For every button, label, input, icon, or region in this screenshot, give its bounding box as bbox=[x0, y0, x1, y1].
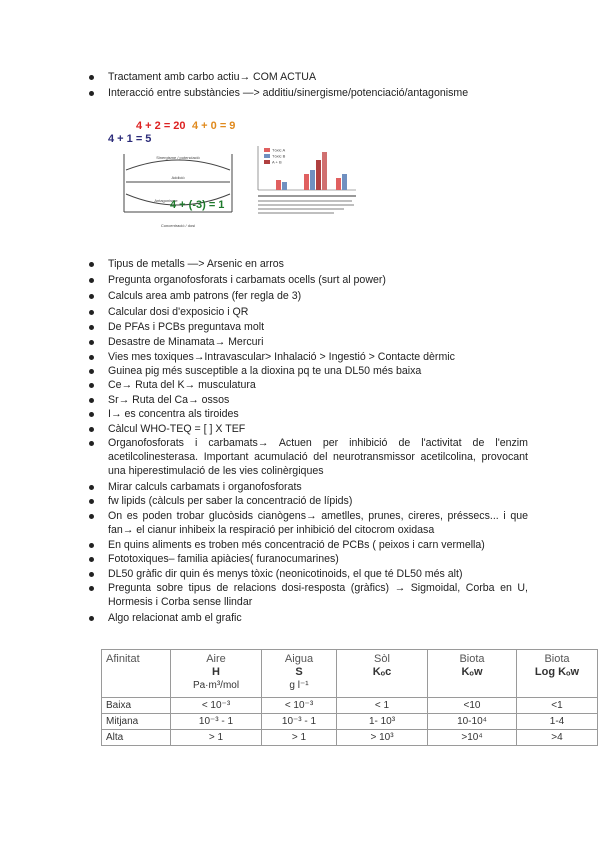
curve-label: Antagonisme bbox=[154, 198, 178, 203]
header-cell: Aire H Pa·m³/mol bbox=[171, 650, 262, 698]
table-cell: < 1 bbox=[337, 698, 428, 714]
bullet-dot bbox=[89, 543, 94, 548]
header-cell: Afinitat bbox=[102, 650, 171, 698]
equation-label: 4 + 0 = 9 bbox=[192, 120, 236, 132]
table-header-row bbox=[102, 650, 598, 698]
table-cell: >10⁴ bbox=[428, 730, 517, 746]
bullet-dot bbox=[89, 75, 94, 80]
bar bbox=[282, 182, 287, 190]
bullet-dot bbox=[89, 427, 94, 432]
affinity-table bbox=[101, 649, 598, 746]
bullet-dot bbox=[89, 441, 94, 446]
table-cell: < 10⁻³ bbox=[262, 698, 337, 714]
bullet-dot bbox=[89, 586, 94, 591]
note-line: Tipus de metalls —> Arsenic en arros bbox=[108, 258, 284, 270]
table-cell: 10⁻³ - 1 bbox=[262, 714, 337, 730]
bar bbox=[342, 174, 347, 190]
header-cell: Biota Log Kₒw bbox=[517, 650, 598, 698]
note-line: Calcular dosi d'exposicio i QR bbox=[108, 306, 249, 318]
note-line: Calculs area amb patrons (fer regla de 3) bbox=[108, 290, 302, 302]
table-cell: Baixa bbox=[102, 698, 171, 714]
table-cell: 1-4 bbox=[517, 714, 598, 730]
note-line: Tractament amb carbo actiu→ COM ACTUA bbox=[108, 71, 317, 83]
note-line: Organofosforats i carbamats→ Actuen per inhibició de l'activitat de l'enzim acetilcolinesterasa. Important acumulació del neurotransmissor acetilcolina, provocant una hiperestimulació de les vies colinèrgiques bbox=[108, 437, 528, 477]
bar bbox=[322, 152, 327, 190]
bullet-dot bbox=[89, 557, 94, 562]
curve-label: Addició bbox=[171, 175, 185, 180]
note-line: On es poden trobar glucòsids cianògens→ ametlles, prunes, cireres, préssecs... i que fan→ el cianur inhibeix la respiració per inhibició del citocrom oxidasa bbox=[108, 510, 528, 536]
bullet-dot bbox=[89, 325, 94, 330]
bullet-dot bbox=[89, 355, 94, 360]
bullet-dot bbox=[89, 514, 94, 519]
header-cell: Aigua S g l⁻¹ bbox=[262, 650, 337, 698]
table-cell: 10-10⁴ bbox=[428, 714, 517, 730]
curve-label: Sinergisme / potenciació bbox=[156, 155, 200, 160]
left-chart bbox=[108, 120, 235, 228]
table-cell: > 1 bbox=[262, 730, 337, 746]
note-line: Fototoxiques– familia apiàcies( furanocumarines) bbox=[108, 553, 339, 565]
table-cell: > 1 bbox=[171, 730, 262, 746]
note-line: Vies mes toxiques→Intravascular> Inhalació > Ingestió > Contacte dèrmic bbox=[108, 351, 455, 363]
bullet-dot bbox=[89, 262, 94, 267]
bullet-dot bbox=[89, 383, 94, 388]
bullet-dot bbox=[89, 499, 94, 504]
bar bbox=[276, 180, 281, 190]
bullet-dot bbox=[89, 412, 94, 417]
note-line: I→ es concentra als tiroides bbox=[108, 408, 239, 420]
note-line: Mirar calculs carbamats i organofosforats bbox=[108, 481, 302, 493]
synergy-curve bbox=[126, 160, 230, 170]
bar bbox=[310, 170, 315, 190]
bullet-dot bbox=[89, 398, 94, 403]
bar bbox=[304, 174, 309, 190]
legend-label: A + B bbox=[272, 159, 282, 165]
note-line: Guinea pig més susceptible a la dioxina pq te una DL50 més baixa bbox=[108, 365, 422, 377]
note-line: De PFAs i PCBs preguntava molt bbox=[108, 321, 265, 333]
note-line: Pregunta organofosforats i carbamats ocells (surt al power) bbox=[108, 274, 386, 286]
bullet-dot bbox=[89, 310, 94, 315]
note-line: fw lipids (càlculs per saber la concentració de lípids) bbox=[108, 495, 353, 507]
note-line: Sr→ Ruta del Ca→ ossos bbox=[108, 394, 230, 406]
note-line: Interacció entre substàncies —> additiu/sinergisme/potenciació/antagonisme bbox=[108, 87, 469, 99]
bar bbox=[316, 160, 321, 190]
table-cell: >4 bbox=[517, 730, 598, 746]
equation-label: 4 + 1 = 5 bbox=[108, 133, 152, 145]
bullet-dot bbox=[89, 340, 94, 345]
table-cell: <1 bbox=[517, 698, 598, 714]
header-cell: Biota Kₒw bbox=[428, 650, 517, 698]
note-line: Algo relacionat amb el grafic bbox=[108, 612, 242, 624]
note-line: En quins aliments es troben més concentració de PCBs ( peixos i carn vermella) bbox=[108, 539, 485, 551]
table-cell: > 10³ bbox=[337, 730, 428, 746]
note-line: Càlcul WHO-TEQ = [ ] X TEF bbox=[108, 423, 246, 435]
x-axis-label: Concentració / dosi bbox=[160, 223, 196, 228]
table-cell: Mitjana bbox=[102, 714, 171, 730]
note-line: Ce→ Ruta del K→ musculatura bbox=[108, 379, 256, 391]
bullet-dot bbox=[89, 369, 94, 374]
bullet-dot bbox=[89, 572, 94, 577]
equation-label: 4 + (-3) = 1 bbox=[170, 199, 225, 211]
equation-label: 4 + 2 = 20 bbox=[136, 120, 186, 132]
bullet-dot bbox=[89, 485, 94, 490]
table-cell: < 10⁻³ bbox=[171, 698, 262, 714]
table-cell: 10⁻³ - 1 bbox=[171, 714, 262, 730]
table-cell: Alta bbox=[102, 730, 171, 746]
legend-label: Tòxic B bbox=[272, 153, 286, 159]
bar bbox=[336, 178, 341, 190]
note-line: DL50 gràfic dir quin és menys tòxic (neonicotinoids, el que té DL50 més alt) bbox=[108, 568, 463, 580]
table-row bbox=[102, 714, 598, 730]
legend-label: Tòxic A bbox=[272, 147, 286, 153]
note-line: Desastre de Minamata→ Mercuri bbox=[108, 336, 264, 348]
table-row bbox=[102, 730, 598, 746]
interaction-figure bbox=[104, 112, 372, 252]
right-chart bbox=[258, 146, 356, 213]
bullet-dot bbox=[89, 278, 94, 283]
bullet-dot bbox=[89, 294, 94, 299]
header-cell: Sòl Kₒc bbox=[337, 650, 428, 698]
table-cell: <10 bbox=[428, 698, 517, 714]
table-cell: 1- 10³ bbox=[337, 714, 428, 730]
note-line: Pregunta sobre tipus de relacions dosi-resposta (gràfics) → Sigmoidal, Corba en U, Hormesis i Corba sense llindar bbox=[108, 582, 528, 608]
bullet-dot bbox=[89, 91, 94, 96]
bullet-dot bbox=[89, 616, 94, 621]
table-row bbox=[102, 698, 598, 714]
